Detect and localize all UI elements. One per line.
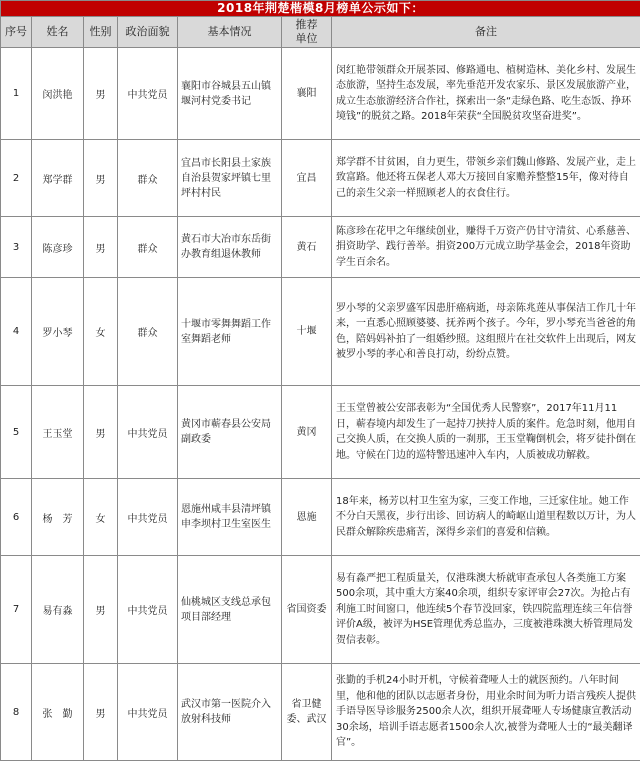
header-basic: 基本情况 [178,17,282,48]
header-note: 备注 [332,17,640,48]
header-politics: 政治面貌 [118,17,178,48]
cell-seq: 4 [1,278,32,386]
cell-note: 张勤的手机24小时开机，守候着聋哑人士的就医预约。八年时间里，他和他的团队以志愿者身份，用业余时间为听力语言残疾人提供手语导医导诊服务2500余人次，组织开展聋哑人专场健康宣教活动30余场，培训手语志愿者1500余人次,被誉为聋哑人士的“最美翻译官”。 [332,664,640,761]
cell-seq: 1 [1,48,32,140]
table-row [1,278,640,386]
cell-politics: 群众 [118,217,178,278]
cell-basic: 十堰市零舞舞蹈工作室舞蹈老师 [178,278,282,386]
cell-politics: 中共党员 [118,664,178,761]
table-row [1,217,640,278]
table-row [1,556,640,664]
cell-note: 罗小琴的父亲罗盛军因患肝癌病逝，母亲陈兆莲从事保洁工作几十年来，一直悉心照顾婆婆、抚养两个孩子。今年，罗小琴充当爸爸的角色，陪妈妈补拍了一组婚纱照。这组照片在社交软件上出现后，网友被罗小琴的孝心和善良打动，纷纷点赞。 [332,278,640,386]
cell-basic: 武汉市第一医院介入放射科技师 [178,664,282,761]
cell-gender: 女 [84,278,118,386]
cell-politics: 群众 [118,278,178,386]
cell-basic: 恩施州咸丰县清坪镇申李坝村卫生室医生 [178,479,282,556]
table-row [1,140,640,217]
header-row [1,17,640,48]
header-unit [282,17,332,48]
cell-basic: 襄阳市谷城县五山镇堰河村党委书记 [178,48,282,140]
cell-name: 杨 芳 [32,479,84,556]
cell-name: 陈彦珍 [32,217,84,278]
cell-name: 易有淼 [32,556,84,664]
cell-gender: 男 [84,664,118,761]
cell-unit: 省国资委 [282,556,332,664]
cell-gender: 男 [84,217,118,278]
header-unit-line2: 单位 [295,32,318,45]
cell-name: 王玉堂 [32,386,84,479]
cell-name: 罗小琴 [32,278,84,386]
cell-seq: 6 [1,479,32,556]
cell-seq: 8 [1,664,32,761]
cell-politics: 中共党员 [118,386,178,479]
cell-seq: 3 [1,217,32,278]
table-row [1,48,640,140]
cell-name: 闵洪艳 [32,48,84,140]
cell-unit: 襄阳 [282,48,332,140]
cell-basic: 宜昌市长阳县土家族自治县贺家坪镇七里坪村村民 [178,140,282,217]
header-name: 姓名 [32,17,84,48]
cell-note: 易有淼严把工程质量关，仅港珠澳大桥就审查承包人各类施工方案500余项，其中重大方案40余项，组织专家评审会27次。为抢占有利施工时间窗口，他连续5个春节没回家，铁四院监理连续三年信誉评价A级，被评为HSE管理优秀总监办，三度被港珠澳大桥管理局发贺信表彰。 [332,556,640,664]
table-row [1,479,640,556]
cell-gender: 女 [84,479,118,556]
cell-name: 张 勤 [32,664,84,761]
cell-gender: 男 [84,140,118,217]
cell-seq: 2 [1,140,32,217]
cell-gender: 男 [84,386,118,479]
cell-unit: 恩施 [282,479,332,556]
header-seq: 序号 [1,17,32,48]
cell-note: 王玉堂曾被公安部表彰为“全国优秀人民警察”，2017年11月11日，蕲春境内却发生了一起持刀挟持人质的案件。危急时刻，他用自己交换人质，在交换人质的一刹那，王玉堂鞠倒机会，将歹徒扑倒在地。守候在门边的巡特警迅速冲入车内，人质被成功解救。 [332,386,640,479]
cell-note: 18年来，杨芳以村卫生室为家，三变工作地，三迁家住址。她工作不分白天黑夜，步行出诊、回访病人的崎岖山道里程数以万计，为人民群众解除疾患痛苦，深得乡亲们的喜爱和信赖。 [332,479,640,556]
cell-unit: 宜昌 [282,140,332,217]
table-row [1,386,640,479]
cell-name: 郑学群 [32,140,84,217]
title-row [1,1,640,17]
cell-unit: 黄石 [282,217,332,278]
table-row [1,664,640,761]
cell-note: 陈彦珍在花甲之年继续创业，赚得千万资产仍甘守清贫、心系慈善、捐资助学、践行善举。捐资200万元成立助学基金会，2018年资助学生百余名。 [332,217,640,278]
cell-politics: 中共党员 [118,479,178,556]
cell-gender: 男 [84,556,118,664]
cell-unit: 十堰 [282,278,332,386]
cell-basic: 仙桃城区支线总承包项目部经理 [178,556,282,664]
cell-gender: 男 [84,48,118,140]
cell-seq: 5 [1,386,32,479]
cell-note: 闵红艳带领群众开展茶园、修路通电、植树造林、美化乡村、发展生态旅游，坚持生态发展，率先垂范开发农家乐、景区发展旅游产业，成立生态旅游经济合作社，探索出一条“走绿色路、吃生态饭、挣环境钱”的脱贫之路。2018年荣获“全国脱贫攻坚奋进奖”。 [332,48,640,140]
cell-politics: 群众 [118,140,178,217]
cell-seq: 7 [1,556,32,664]
cell-basic: 黄冈市蕲春县公安局副政委 [178,386,282,479]
cell-basic: 黄石市大冶市东岳街办教育组退休教师 [178,217,282,278]
cell-unit: 黄冈 [282,386,332,479]
cell-note: 郑学群不甘贫困，自力更生，带领乡亲们魏山修路、发展产业，走上致富路。他还将五保老人邓大万接回自家赡养整整15年，像对待自己的亲生父亲一样照顾老人的衣食住行。 [332,140,640,217]
cell-politics: 中共党员 [118,556,178,664]
header-gender: 性别 [84,17,118,48]
cell-unit: 省卫健委、武汉 [282,664,332,761]
table-title: 2018年荆楚楷模8月榜单公示如下： [1,1,640,17]
cell-politics: 中共党员 [118,48,178,140]
header-unit-line1: 推荐 [295,18,318,31]
